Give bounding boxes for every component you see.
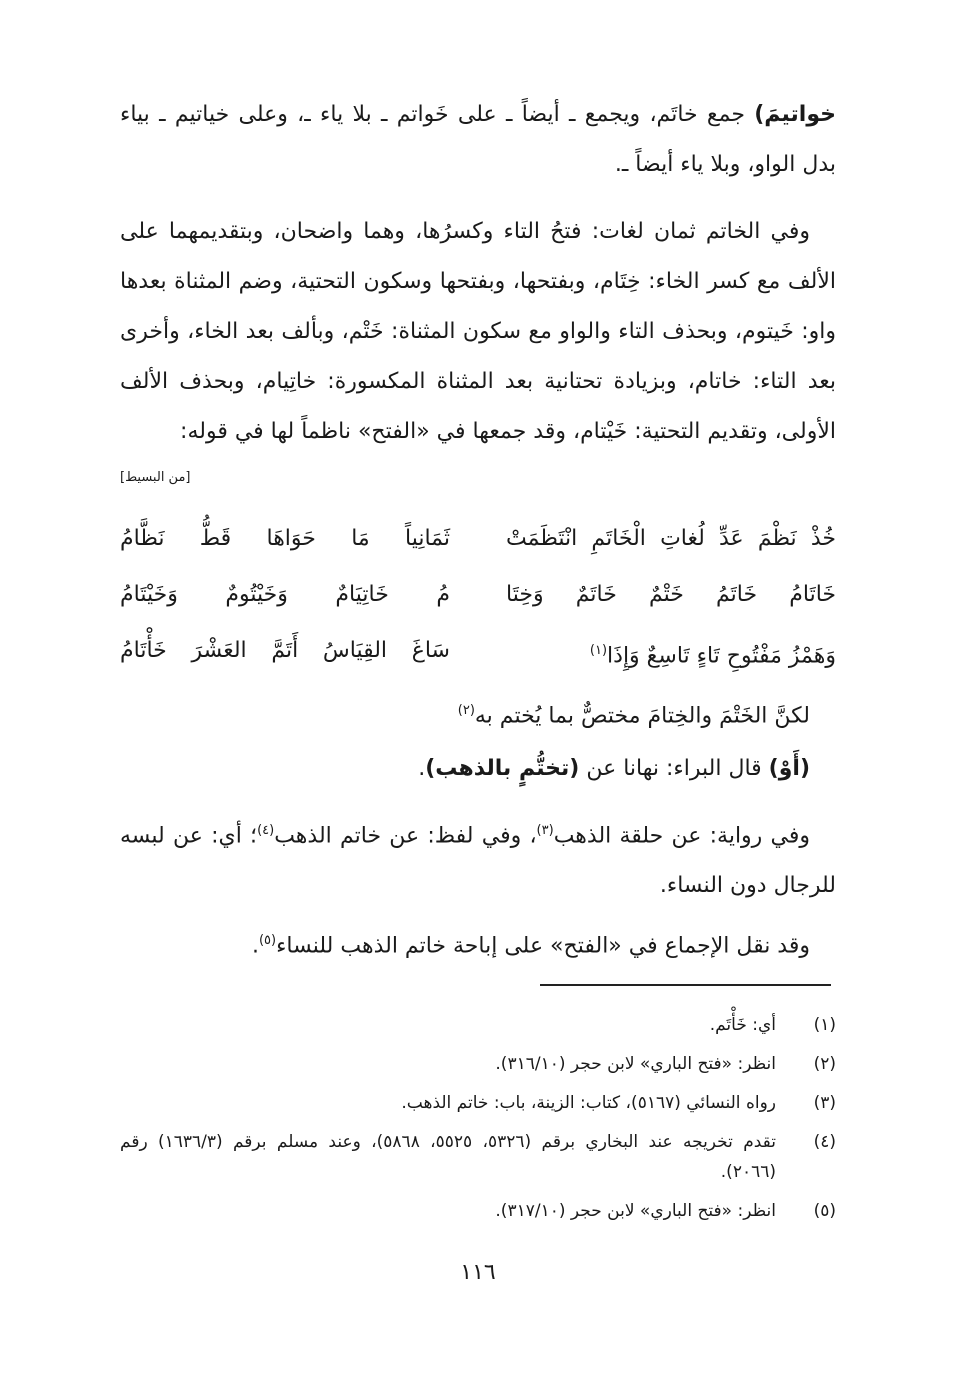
footnote-text: انظر: «فتح الباري» لابن حجر (٣١٦/١٠). [495,1054,776,1074]
text-span: وقد نقل الإجماع في «الفتح» على إباحة خاتم الذهب للنساء [276,933,810,959]
page-number: ١١٦ [460,1260,496,1285]
verse-first-hemistich: خُذْ نَظْمَ عَدِّ لُغاتِ الْخَاتَمِ انْتَظَمَتْ [506,526,836,551]
text-span: وفي رواية: عن حلقة الذهب [553,823,811,849]
footnote-text: رواه النسائي (٥١٦٧)، كتاب: الزينة، باب: خاتم الذهب. [401,1093,776,1113]
paragraph-text [120,686,836,741]
verse-second-hemistich: ثَمَانِياً مَا حَوَاهَا قَطُّ نَظَّامُ [120,526,450,551]
paragraph-plural-forms [120,90,836,190]
poem-verse [120,512,836,566]
poem-meter-label: [من البسيط] [120,470,191,485]
footnote [120,1196,836,1226]
footnote-ref: (١) [589,643,608,658]
paragraph-text [120,744,836,794]
bold-term: (أَوْ) [768,756,810,781]
paragraph-after-poem [120,686,836,741]
footnote-number: (٣) [813,1093,836,1113]
bold-term: خواتيمَ) [754,102,836,127]
footnote-number: (٤) [813,1132,836,1152]
footnote-separator [540,984,831,986]
footnote-number: (٢) [813,1054,836,1074]
footnote-number: (٥) [813,1201,836,1221]
poem-verse [120,624,836,678]
verse-text: وَهَمْزُ مَفْتُوحِ تَاءٍ تَاسِعٌ وَإِذَا [607,643,836,669]
footnote-text: انظر: «فتح الباري» لابن حجر (٣١٧/١٠). [495,1201,776,1221]
footnote-ref: (٤) [257,823,275,838]
footnote-text: أي: خَأْتَم. [709,1015,776,1035]
footnote-ref: (٣) [536,823,554,838]
bold-term: (تختُّمٍ بالذهب) [425,756,580,781]
footnote [120,1010,836,1040]
paragraph-ijma [120,916,836,971]
verse-second-hemistich: سَاغَ القِيَاسُ أَتَمَّ العَشْرَ خَأْتَامُ [120,638,450,663]
footnote [120,1127,836,1187]
text-span: ، وفي لفظ: عن خاتم الذهب [274,823,537,849]
text-span: . [251,933,259,959]
verse-second-hemistich: مُ خَاتِيَامٌ وَخَيْتُومٌ وَخَيْتَامُ [120,582,450,607]
paragraph-text [120,916,836,971]
paragraph-text: جمع خاتَم، ويجمع ـ أيضاً ـ على خَواتم ـ بلا ياء ـ، وعلى خياتيم ـ بياء بدل الواو، وبلا ياء أيضاً ـ. [120,102,836,177]
paragraph-text: وفي الخاتم ثمان لغات: فتحُ التاء وكسرُها، وهما واضحان، وبتقديمهما على الألف مع كسر الخاء: خِتَام، وبفتحها، وبفتحها وسكون التحتية، وضم المثناة بعدها واو: خَيتوم، وبحذف التاء والواو مع سكون المثناة: خَتْم، وبألف بعد الخاء، وأخرى بعد التاء: خاتام، وبزيادة تحتانية بعد المثناة المكسورة: خاتِيام، وبحذف الألف الأولى، وتقديم التحتية: خَيْتام، وقد جمعها في «الفتح» ناظماً لها في قوله: [120,219,836,444]
footnote-number: (١) [813,1015,836,1035]
text-span: لكنَّ الخَتْمَ والخِتامَ مختصٌّ بما يُختم به [474,703,810,729]
paragraph-eight-dialects [120,207,836,457]
text-span: ؛ أي: عن لبسه للرجال دون النساء. [120,823,836,899]
text-span: قال البراء: نهانا عن [579,756,769,781]
poem-verse [120,568,836,622]
footnote-ref: (٢) [457,703,475,718]
footnote [120,1049,836,1079]
verse-first-hemistich [506,624,836,683]
footnote-text: تقدم تخريجه عند البخاري برقم (٥٣٢٦، ٥٥٢٥، ٥٨٦٨)، وعند مسلم برقم (١٦٣٦/٣) رقم (٢٠٦٦). [120,1132,777,1182]
footnote [120,1088,836,1118]
footnote-ref: (٥) [258,933,277,948]
text-span: . [418,756,426,781]
paragraph-riwaya [120,806,836,911]
verse-first-hemistich: خَاتَامُ خَاتَمُ خَتْمٌ خَاتَمٌ وَخِتَا [506,582,836,607]
footnotes [120,1010,836,1235]
paragraph-text [120,806,836,911]
paragraph-hadith-bara [120,744,836,794]
